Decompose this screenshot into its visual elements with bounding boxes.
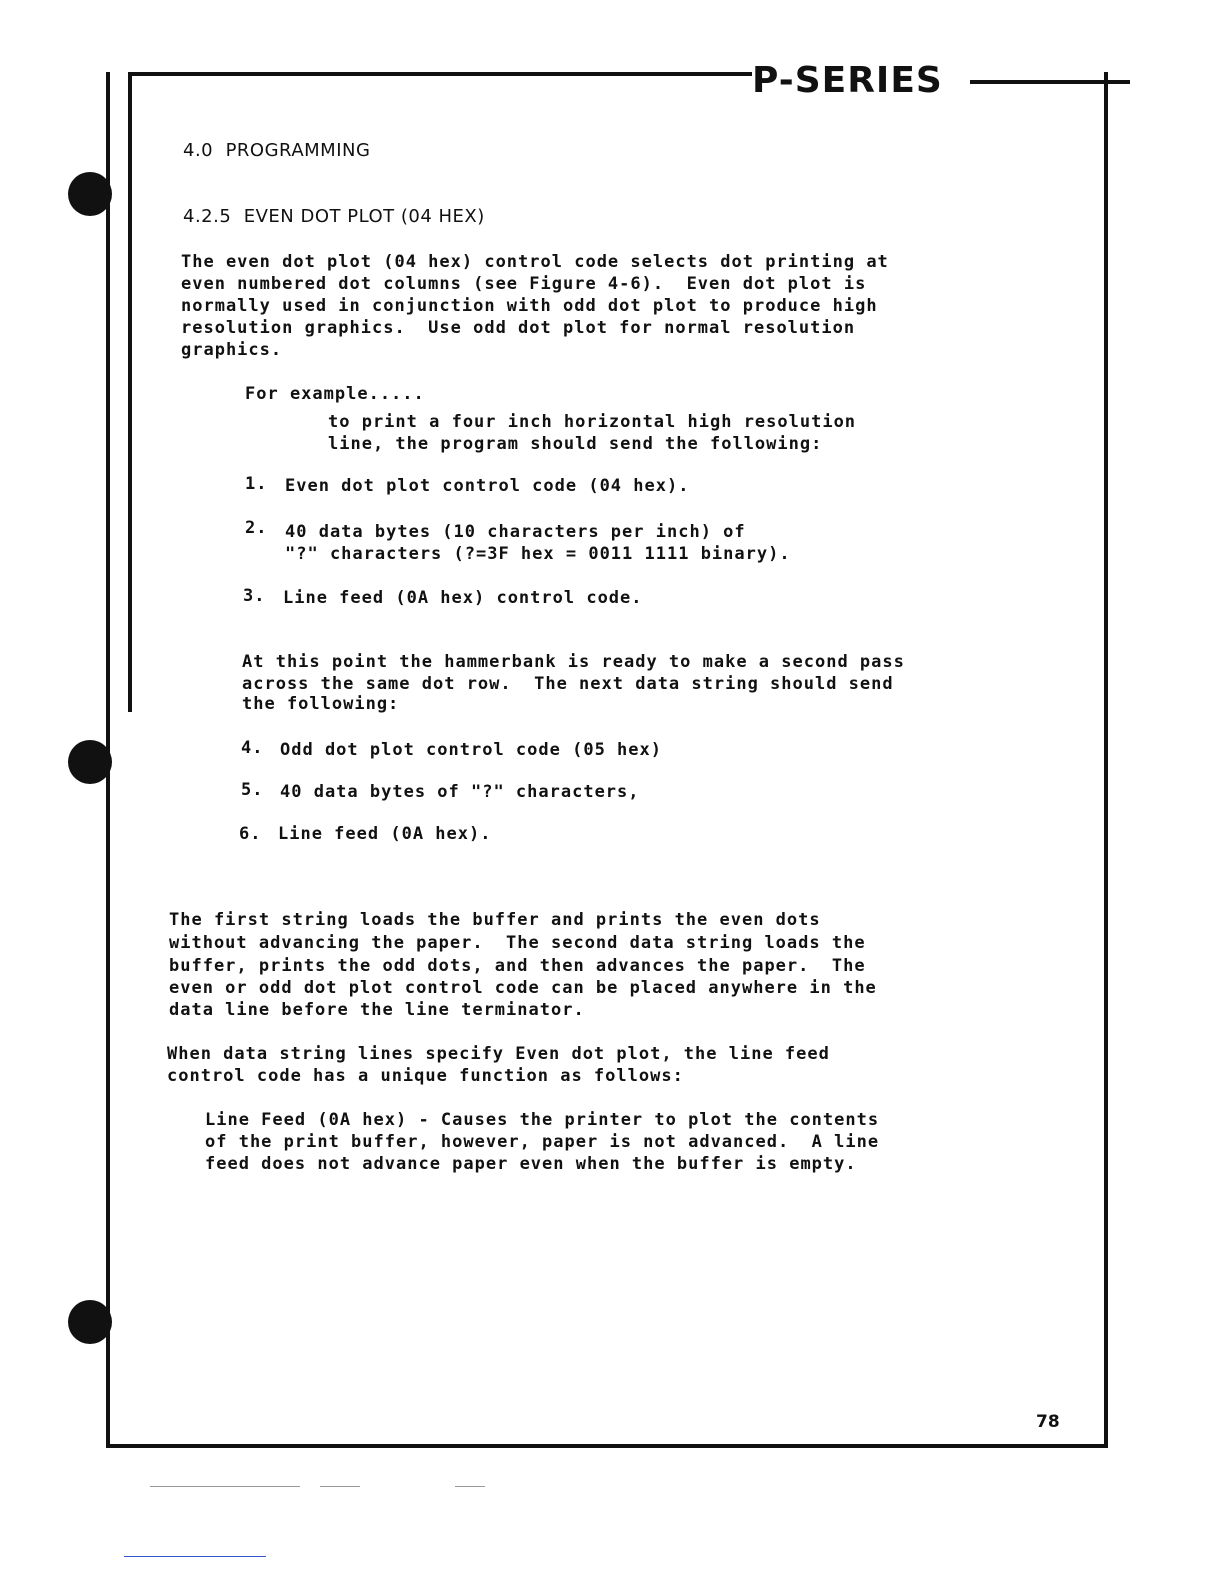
- step-text: Odd dot plot control code (05 hex): [280, 740, 662, 760]
- step-text: Even dot plot control code (04 hex).: [285, 476, 690, 496]
- step-text: 40 data bytes (10 characters per inch) of: [285, 522, 746, 542]
- scan-artifact: [455, 1486, 485, 1487]
- subsection-heading: 4.2.5 EVEN DOT PLOT (04 HEX): [183, 206, 485, 227]
- definition-line: feed does not advance paper even when the buffer is empty.: [205, 1154, 857, 1174]
- paragraph-line: buffer, prints the odd dots, and then advances the paper. The: [169, 956, 866, 976]
- page-number: 78: [1036, 1412, 1060, 1432]
- chapter-heading: 4.0 PROGRAMMING: [183, 140, 371, 161]
- scan-artifact: [150, 1486, 300, 1487]
- paragraph-line: resolution graphics. Use odd dot plot for normal resolution: [181, 318, 856, 338]
- paragraph-line: across the same dot row. The next data string should send: [242, 674, 894, 694]
- paragraph-line: even or odd dot plot control code can be placed anywhere in the: [169, 978, 877, 998]
- step-number: 6.: [239, 824, 262, 844]
- scan-artifact: [320, 1486, 360, 1487]
- step-number: 5.: [241, 780, 264, 800]
- paragraph-line: data line before the line terminator.: [169, 1000, 585, 1020]
- step-number: 3.: [243, 586, 266, 606]
- step-number: 1.: [245, 474, 268, 494]
- punch-hole-bottom: [68, 1300, 112, 1344]
- step-text: Line feed (0A hex) control code.: [283, 588, 643, 608]
- example-line: line, the program should send the following:: [328, 434, 823, 454]
- paragraph-line: At this point the hammerbank is ready to make a second pass: [242, 652, 905, 672]
- bottom-rule: [124, 1556, 266, 1557]
- definition-line: of the print buffer, however, paper is not advanced. A line: [205, 1132, 880, 1152]
- paragraph-line: the following:: [242, 694, 400, 714]
- paragraph-line: normally used in conjunction with odd dot plot to produce high: [181, 296, 878, 316]
- step-text: "?" characters (?=3F hex = 0011 1111 binary).: [285, 544, 791, 564]
- example-line: to print a four inch horizontal high resolution: [328, 412, 857, 432]
- definition-line: Line Feed (0A hex) - Causes the printer to plot the contents: [205, 1110, 880, 1130]
- punch-hole-middle: [68, 740, 112, 784]
- punch-hole-top: [68, 172, 112, 216]
- paragraph-line: The even dot plot (04 hex) control code selects dot printing at: [181, 252, 889, 272]
- brand-title: P-SERIES: [752, 60, 943, 101]
- paragraph-line: The first string loads the buffer and prints the even dots: [169, 910, 821, 930]
- paragraph-line: When data string lines specify Even dot plot, the line feed: [167, 1044, 830, 1064]
- step-text: 40 data bytes of "?" characters,: [280, 782, 640, 802]
- example-label: For example.....: [245, 384, 425, 404]
- paragraph-line: control code has a unique function as follows:: [167, 1066, 684, 1086]
- paragraph-line: without advancing the paper. The second data string loads the: [169, 933, 866, 953]
- step-text: Line feed (0A hex).: [278, 824, 492, 844]
- paragraph-line: even numbered dot columns (see Figure 4-6). Even dot plot is: [181, 274, 867, 294]
- paragraph-line: graphics.: [181, 340, 283, 360]
- step-number: 4.: [241, 738, 264, 758]
- step-number: 2.: [245, 518, 268, 538]
